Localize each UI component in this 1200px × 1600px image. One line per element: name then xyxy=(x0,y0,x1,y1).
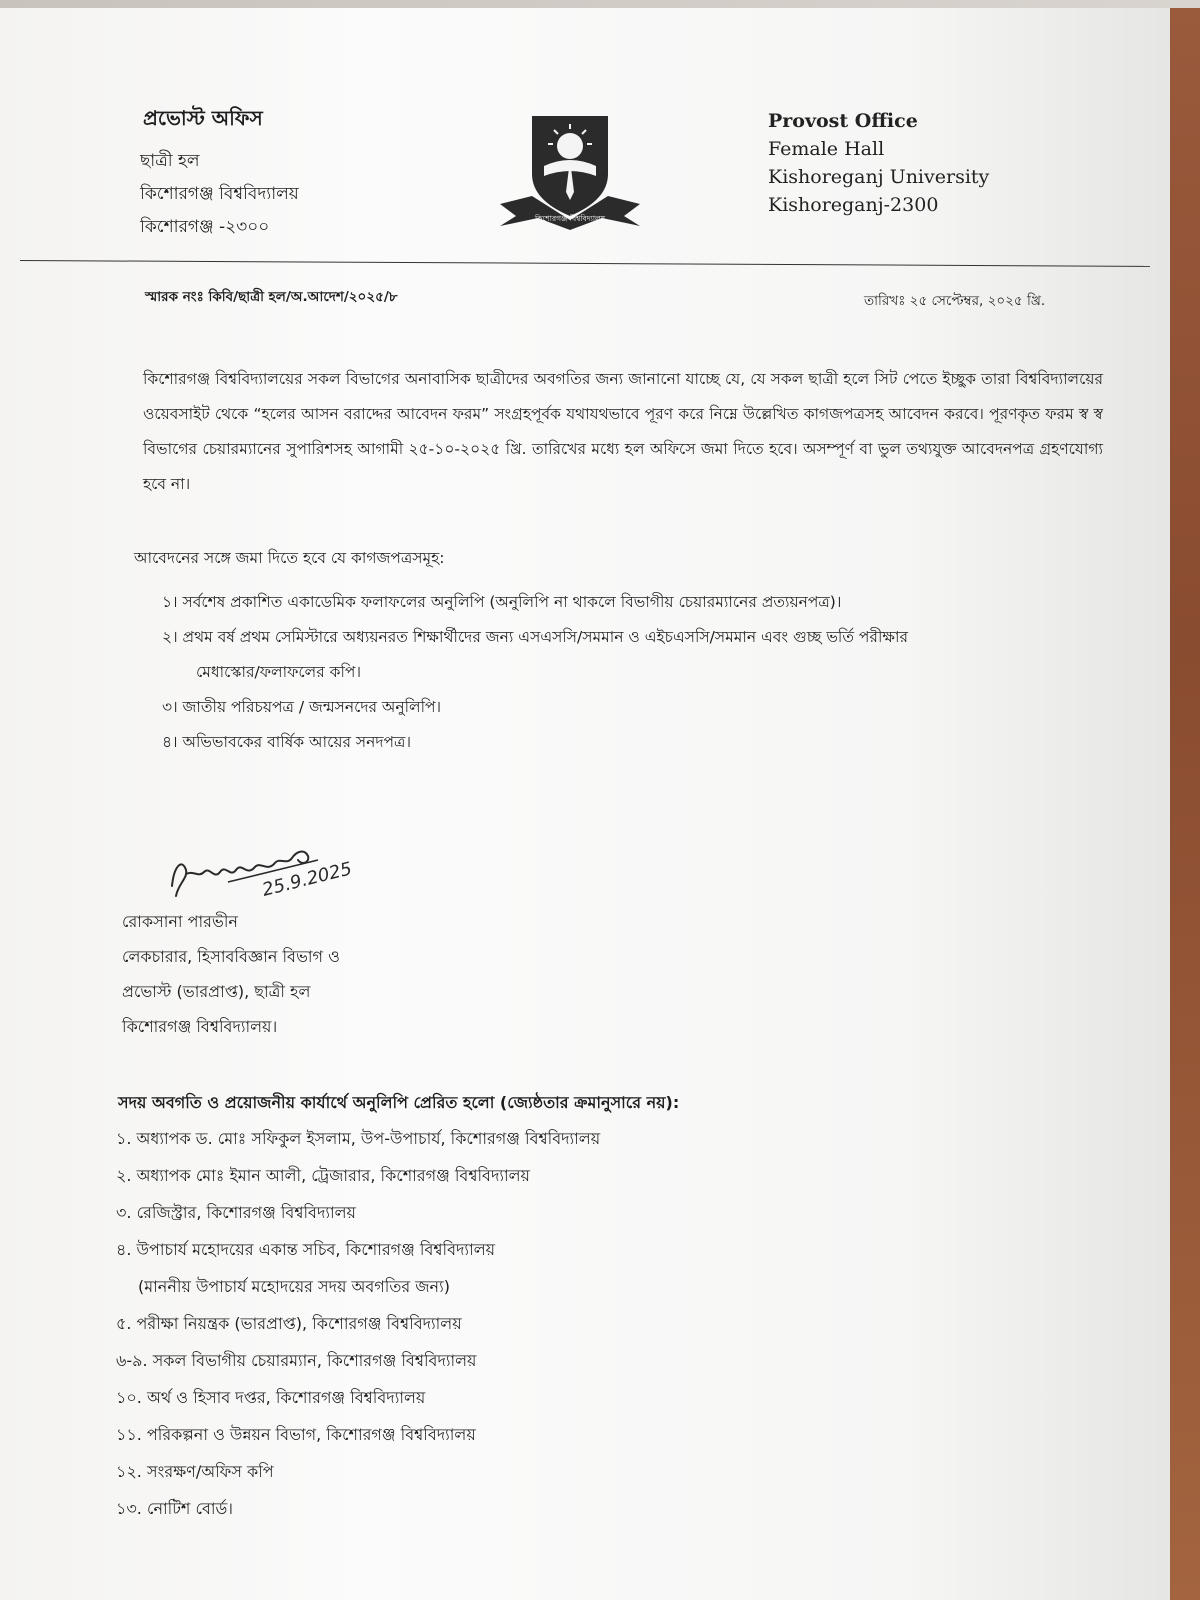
signer-designation: লেকচারার, হিসাববিজ্ঞান বিভাগ ও xyxy=(122,947,340,966)
documents-list xyxy=(162,585,1122,760)
header-divider xyxy=(20,260,1150,267)
signer-institution: কিশোরগঞ্জ বিশ্ববিদ্যালয়। xyxy=(122,1017,278,1036)
header-bn-address: কিশোরগঞ্জ -২৩০০ xyxy=(140,217,270,237)
list-item: ১০. অর্থ ও হিসাব দপ্তর, কিশোরগঞ্জ বিশ্ববিদ্যালয় xyxy=(116,1388,426,1407)
list-item: ৪. উপাচার্য মহোদয়ের একান্ত সচিব, কিশোরগঞ্জ বিশ্ববিদ্যালয় xyxy=(116,1240,496,1259)
signer-role: প্রভোস্ট (ভারপ্রাপ্ত), ছাত্রী হল xyxy=(122,982,311,1001)
header-en-title: Provost Office xyxy=(768,110,918,132)
list-item: ৬-৯. সকল বিভাগীয় চেয়ারম্যান, কিশোরগঞ্জ বিশ্ববিদ্যালয় xyxy=(116,1351,477,1370)
list-item: ৩. রেজিস্ট্রার, কিশোরগঞ্জ বিশ্ববিদ্যালয় xyxy=(116,1203,356,1222)
documents-heading: আবেদনের সঙ্গে জমা দিতে হবে যে কাগজপত্রসমূহ: xyxy=(134,549,445,567)
list-item: ১. অধ্যাপক ড. মোঃ সফিকুল ইসলাম, উপ-উপাচার্য, কিশোরগঞ্জ বিশ্ববিদ্যালয় xyxy=(116,1129,601,1148)
header-bn-university: কিশোরগঞ্জ বিশ্ববিদ্যালয় xyxy=(140,184,299,204)
university-logo xyxy=(498,112,642,232)
list-item: (মাননীয় উপাচার্য মহোদয়ের সদয় অবগতির জন্য) xyxy=(138,1277,450,1296)
list-item: ২. অধ্যাপক মোঃ ইমান আলী, ট্রেজারার, কিশোরগঞ্জ বিশ্ববিদ্যালয় xyxy=(116,1166,530,1185)
list-item: ৫. পরীক্ষা নিয়ন্ত্রক (ভারপ্রাপ্ত), কিশোরগঞ্জ বিশ্ববিদ্যালয় xyxy=(116,1314,462,1333)
background-table-edge xyxy=(1170,0,1200,1600)
logo-text: কিশোরগঞ্জ বিশ্ববিদ্যালয় xyxy=(534,214,606,223)
notice-paragraph: কিশোরগঞ্জ বিশ্ববিদ্যালয়ের সকল বিভাগের অনাবাসিক ছাত্রীদের অবগতির জন্য জানানো যাচ্ছে যে, যে সকল ছাত্রী হলে সিট পেতে ইচ্ছুক তারা বিশ্ববিদ্যালয়ের ওয়েবসাইট থেকে “হলের আসন বরাদ্দের আবেদন ফরম” সংগ্রহপূর্বক যথাযথভাবে পূরণ করে নিম্নে উল্লেখিত কাগজপত্রসহ আবেদন করবে। পূরণকৃত ফরম স্ব স্ব বিভাগের চেয়ারম্যানের সুপারিশসহ আগামী ২৫-১০-২০২৫ খ্রি. তারিখের মধ্যে হল অফিসে জমা দিতে হবে। অসম্পূর্ণ বা ভুল তথ্যযুক্ত আবেদনপত্র গ্রহণযোগ্য হবে না। xyxy=(143,370,1103,493)
handwritten-signature xyxy=(168,826,388,906)
list-item: ৪। অভিভাবকের বার্ষিক আয়ের সনদপত্র। xyxy=(162,733,411,751)
header-bn-title: প্রভোস্ট অফিস xyxy=(143,106,263,130)
header-en-address: Kishoreganj-2300 xyxy=(768,194,939,216)
list-item: ১। সর্বশেষ প্রকাশিত একাডেমিক ফলাফলের অনুলিপি (অনুলিপি না থাকলে বিভাগীয় চেয়ারম্যানের প্রত্যয়নপত্র)। xyxy=(162,593,842,611)
signer-block xyxy=(122,904,340,1044)
memo-date: তারিখঃ ২৫ সেপ্টেম্বর, ২০২৫ খ্রি. xyxy=(864,293,1046,309)
list-item: ১২. সংরক্ষণ/অফিস কপি xyxy=(116,1462,274,1481)
copies-heading: সদয় অবগতি ও প্রয়োজনীয় কার্যার্থে অনুলিপি প্রেরিত হলো (জ্যেষ্ঠতার ক্রমানুসারে নয়): xyxy=(118,1093,680,1112)
header-en-university: Kishoreganj University xyxy=(768,166,990,188)
signature-date: 25.9.2025 xyxy=(260,858,355,901)
list-item: ২। প্রথম বর্ষ প্রথম সেমিস্টারে অধ্যয়নরত শিক্ষার্থীদের জন্য এসএসসি/সমমান ও এইচএসসি/সমমান এবং গুচ্ছ ভর্তি পরীক্ষার xyxy=(162,628,908,646)
signer-name: রোকসানা পারভীন xyxy=(122,912,238,931)
list-item: ১১. পরিকল্পনা ও উন্নয়ন বিভাগ, কিশোরগঞ্জ বিশ্ববিদ্যালয় xyxy=(116,1425,476,1444)
copies-list xyxy=(116,1120,1096,1527)
memo-reference: স্মারক নংঃ কিবি/ছাত্রী হল/অ.আদেশ/২০২৫/৮ xyxy=(145,289,398,305)
list-item: ১৩. নোটিশ বোর্ড। xyxy=(116,1499,234,1518)
list-item: মেধাস্কোর/ফলাফলের কপি। xyxy=(196,663,361,681)
header-bn-hall: ছাত্রী হল xyxy=(140,151,200,171)
header-en-hall: Female Hall xyxy=(768,138,885,160)
list-item: ৩। জাতীয় পরিচয়পত্র / জন্মসনদের অনুলিপি। xyxy=(162,698,442,716)
